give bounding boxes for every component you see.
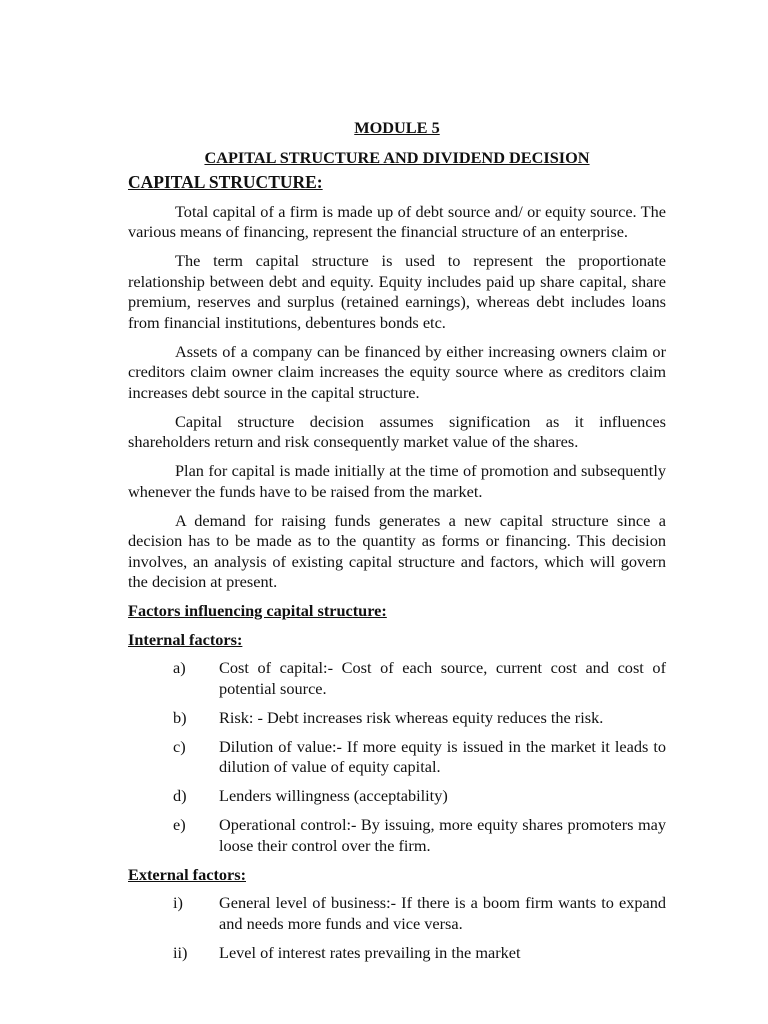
list-marker: e) — [173, 815, 186, 834]
capital-structure-heading: CAPITAL STRUCTURE: — [128, 172, 323, 192]
list-item — [128, 893, 666, 934]
internal-factors-list — [128, 658, 666, 856]
module-heading: MODULE 5 — [354, 118, 440, 137]
external-factors-heading: External factors: — [128, 864, 246, 884]
list-item-text: Cost of capital:- Cost of each source, current cost and cost of potential source. — [219, 658, 666, 698]
list-item — [128, 708, 666, 729]
paragraph: Total capital of a firm is made up of debt source and/ or equity source. The various means of financing, represent the financial structure of an enterprise. — [128, 201, 666, 241]
list-marker: ii) — [173, 942, 188, 962]
paragraph: The term capital structure is used to represent the proportionate relationship between debt and equity. Equity includes paid up share capital, share premium, reserves and surplus (retained earnings), whereas debt includes loans from financial institutions, debentures bonds etc. — [128, 251, 666, 332]
list-marker: c) — [173, 736, 186, 756]
chapter-title: CAPITAL STRUCTURE AND DIVIDEND DECISION — [204, 147, 590, 167]
list-marker: b) — [173, 707, 187, 727]
list-item-text: Dilution of value:- If more equity is issued in the market it leads to dilution of value of equity capital. — [219, 736, 666, 776]
paragraph: Assets of a company can be financed by either increasing owners claim or creditors claim owner claim increases the equity source where as creditors claim increases debt source in the capital structure. — [128, 341, 666, 402]
list-item-text: Lenders willingness (acceptability) — [219, 786, 448, 805]
list-item-text: General level of business:- If there is a boom firm wants to expand and needs more funds and vice versa. — [219, 893, 666, 933]
list-item-text: Level of interest rates prevailing in the market — [219, 942, 521, 962]
factors-heading: Factors influencing capital structure: — [128, 601, 387, 620]
internal-factors-heading: Internal factors: — [128, 629, 243, 649]
list-item — [128, 737, 666, 778]
list-marker: d) — [173, 786, 187, 805]
paragraph: Plan for capital is made initially at the time of promotion and subsequently whenever the funds have to be raised from the market. — [128, 461, 666, 501]
paragraph: A demand for raising funds generates a new capital structure since a decision has to be made as to the quantity as forms or financing. This decision involves, an analysis of existing capital structure and factors, which will govern the decision at present. — [128, 510, 666, 591]
paragraph: Capital structure decision assumes signification as it influences shareholders return and risk consequently market value of the shares. — [128, 411, 666, 451]
list-marker: i) — [173, 893, 183, 912]
list-item-text: Operational control:- By issuing, more equity shares promoters may loose their control over the firm. — [219, 815, 666, 855]
list-item — [128, 786, 666, 807]
list-item — [128, 943, 666, 964]
list-marker: a) — [173, 658, 186, 677]
list-item — [128, 815, 666, 856]
list-item-text: Risk: - Debt increases risk whereas equity reduces the risk. — [219, 707, 604, 727]
list-item — [128, 658, 666, 699]
external-factors-list — [128, 893, 666, 963]
document-content — [128, 118, 666, 972]
